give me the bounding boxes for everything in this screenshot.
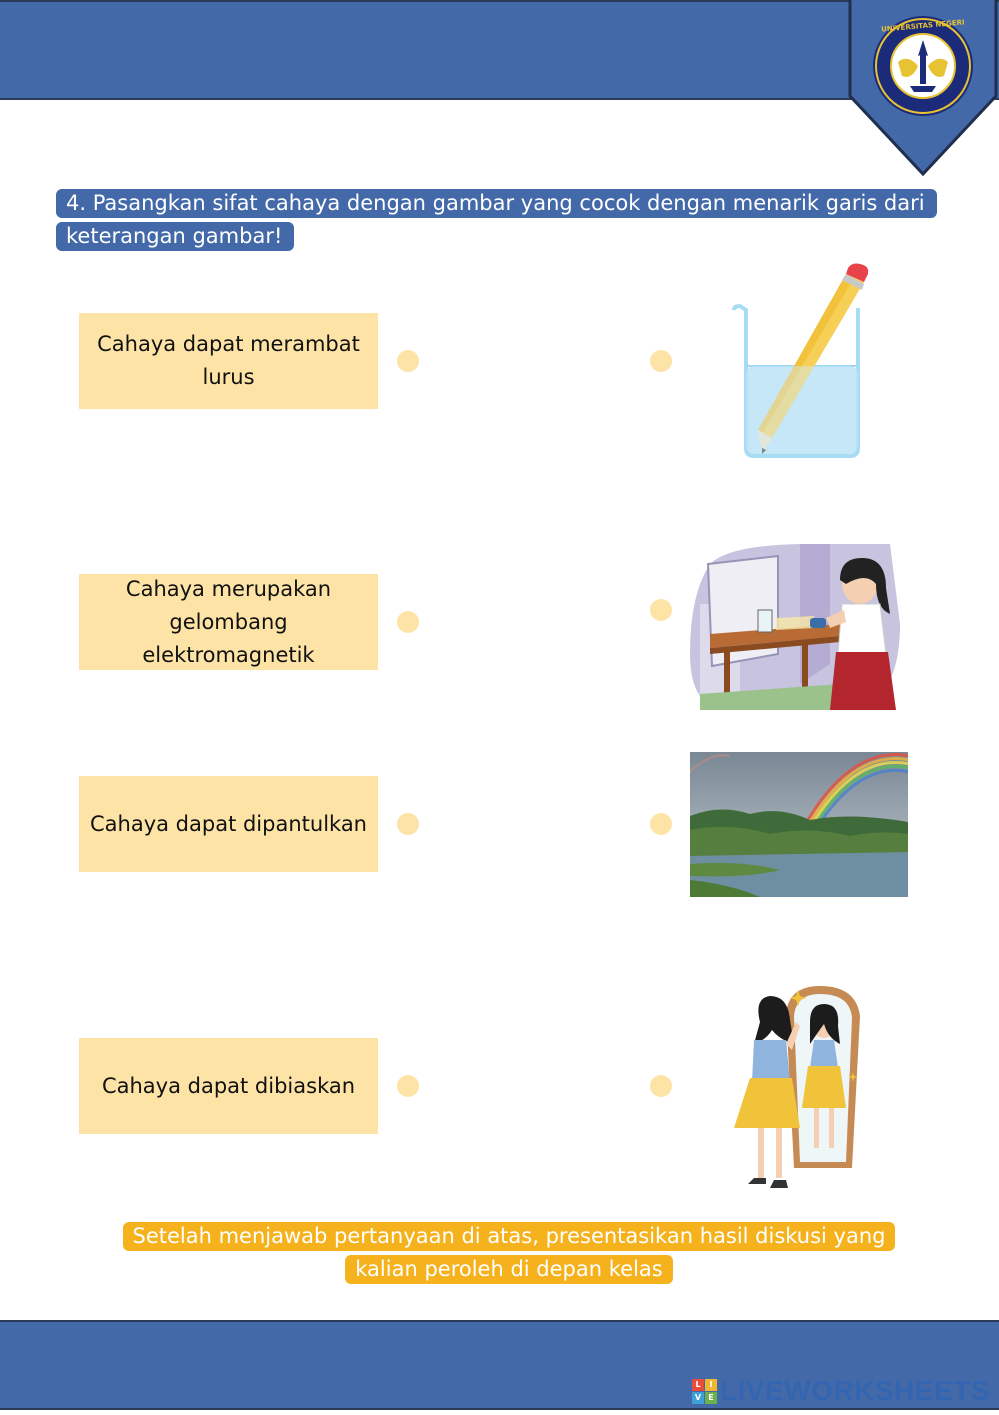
girl-looking-in-mirror-image: [724, 982, 870, 1192]
girl-flashlight-experiment-image: [690, 544, 900, 710]
right-match-dot-3[interactable]: [650, 813, 672, 835]
right-match-dot-4[interactable]: [650, 1075, 672, 1097]
statement-card-2: [79, 574, 378, 670]
left-match-dot-3[interactable]: [397, 813, 419, 835]
liveworksheets-cube-icon: L I V E: [692, 1379, 717, 1404]
university-badge: [846, 0, 998, 178]
rainbow-over-lake-image: [690, 752, 908, 897]
liveworksheets-logo: [692, 1374, 990, 1408]
statement-card-1: [79, 313, 378, 409]
liveworksheets-wordmark: LIVEWORKSHEETS: [720, 1375, 990, 1406]
left-match-dot-2[interactable]: [397, 611, 419, 633]
statement-card-3: [79, 776, 378, 872]
presentation-instruction: [96, 1220, 922, 1286]
right-match-dot-2[interactable]: [650, 599, 672, 621]
statement-label: Cahaya dapat dipantulkan: [89, 811, 367, 836]
statement-card-4: [79, 1038, 378, 1134]
question-text: 4. Pasangkan sifat cahaya dengan gambar yang cocok dengan menarik garis dari keterangan gambar!: [56, 189, 937, 251]
instruction-text: Setelah menjawab pertanyaan di atas, presentasikan hasil diskusi yang kalian peroleh di depan kelas: [123, 1222, 896, 1284]
left-match-dot-4[interactable]: [397, 1075, 419, 1097]
statement-label: Cahaya merupakan gelombang elektromagnetik: [125, 576, 332, 667]
left-match-dot-1[interactable]: [397, 350, 419, 372]
statement-label: Cahaya dapat merambat lurus: [97, 332, 360, 389]
question-prompt: [56, 187, 926, 253]
right-match-dot-1[interactable]: [650, 350, 672, 372]
university-seal-icon: [873, 16, 973, 116]
pencil-in-water-glass-image: [728, 262, 868, 462]
statement-label: Cahaya dapat dibiaskan: [101, 1073, 356, 1098]
svg-text:UNIVERSITAS NEGERI: UNIVERSITAS NEGERI: [880, 18, 965, 34]
